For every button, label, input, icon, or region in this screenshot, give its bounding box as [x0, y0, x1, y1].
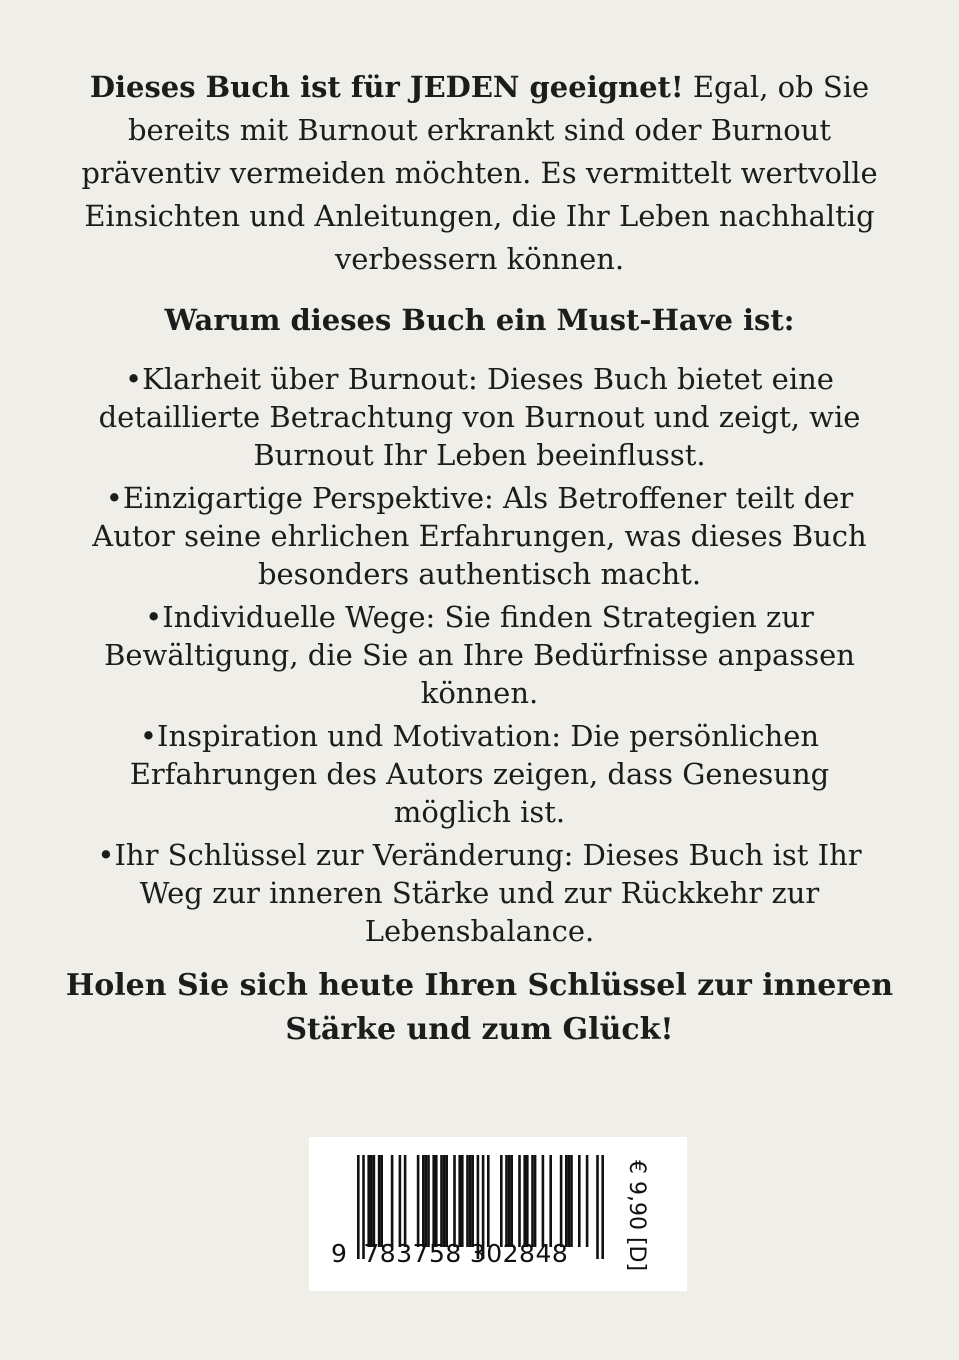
intro-paragraph — [58, 66, 901, 281]
barcode-bar — [570, 1155, 573, 1247]
barcode-bar — [422, 1155, 425, 1247]
bullet-marker: • — [125, 362, 143, 396]
barcode-bar — [505, 1155, 508, 1247]
barcode-bar — [461, 1155, 464, 1247]
bullet-item — [80, 479, 879, 593]
barcode-bar — [542, 1155, 545, 1247]
bullet-marker: • — [105, 481, 123, 515]
closing-call-to-action: Holen Sie sich heute Ihren Schlüssel zur inneren Stärke und zum Glück! — [65, 968, 894, 1047]
bullet-marker: • — [97, 838, 115, 872]
barcode-bar — [568, 1155, 571, 1247]
bullet-text: Individuelle Wege: Sie finden Strategien zur Bewältigung, die Sie an Ihre Bedürfnisse anpassen können. — [104, 600, 855, 710]
barcode-bar — [469, 1155, 472, 1247]
barcode-bar — [399, 1155, 402, 1247]
barcode-bar — [518, 1155, 521, 1247]
bullet-text: Einzigartige Perspektive: Als Betroffener teilt der Autor seine ehrlichen Erfahrungen, was dieses Buch besonders authentisch macht. — [92, 481, 867, 591]
price-text: € 9,90 [D] — [624, 1160, 649, 1272]
intro-bold-lead: Dieses Buch ist für JEDEN geeignet! — [89, 70, 684, 104]
barcode-bar — [565, 1155, 568, 1247]
barcode-bar — [549, 1155, 552, 1247]
bullet-item — [80, 836, 879, 950]
intro-text: Egal, ob Sie bereits mit Burnout erkrankt sind oder Burnout präventiv vermeiden möchten. Es vermittelt wertvolle Einsichten und Anleitungen, die Ihr Leben nachhaltig verbessern können. — [81, 70, 878, 276]
price-label — [613, 1160, 663, 1280]
barcode-bar — [523, 1155, 526, 1247]
isbn-right-group: 302848 — [469, 1239, 569, 1268]
barcode-bar — [531, 1155, 534, 1247]
barcode-bar — [443, 1155, 446, 1247]
barcode-bar — [453, 1155, 456, 1247]
barcode-bar — [578, 1155, 581, 1247]
barcode-bar — [445, 1155, 448, 1247]
barcode-bar — [425, 1155, 428, 1247]
bullet-text: Klarheit über Burnout: Dieses Buch bietet eine detaillierte Betrachtung von Burnout und zeigt, wie Burnout Ihr Leben beeinflusst. — [98, 362, 861, 472]
barcode-bar — [466, 1155, 469, 1247]
barcode-bar — [458, 1155, 461, 1247]
barcode-bar — [500, 1155, 503, 1247]
barcode-bar — [560, 1155, 563, 1247]
barcode-bar — [440, 1155, 443, 1247]
barcode-bar — [508, 1155, 511, 1247]
barcode-bar — [432, 1155, 435, 1247]
barcode-bar — [417, 1155, 420, 1247]
bullet-item — [80, 717, 879, 831]
bullet-marker: • — [139, 719, 158, 753]
barcode-bar — [380, 1155, 383, 1247]
bullet-item — [80, 360, 879, 474]
barcode-bar — [404, 1155, 407, 1247]
barcode-bar — [391, 1155, 394, 1247]
bullet-text: Inspiration und Motivation: Die persönlichen Erfahrungen des Autors zeigen, dass Genesung möglich ist. — [129, 719, 830, 829]
barcode-bar — [378, 1155, 381, 1247]
barcode-bar — [367, 1155, 370, 1247]
barcode-bar — [534, 1155, 537, 1247]
bullet-text: Ihr Schlüssel zur Veränderung: Dieses Buch ist Ihr Weg zur inneren Stärke und zur Rückkehr zur Lebensbalance. — [114, 838, 862, 948]
barcode-bar — [471, 1155, 474, 1247]
isbn-left-group: 783758 — [363, 1239, 462, 1268]
barcode-bar — [596, 1155, 599, 1259]
isbn-digits — [331, 1240, 568, 1268]
barcode-bar — [526, 1155, 529, 1247]
barcode-bar — [601, 1155, 604, 1259]
section-heading: Warum dieses Buch ein Must-Have ist: — [164, 303, 795, 337]
barcode-bar — [510, 1155, 513, 1247]
barcode-bar — [487, 1155, 490, 1247]
barcode-bar — [370, 1155, 373, 1247]
barcode-bar — [427, 1155, 430, 1247]
bullet-marker: • — [145, 600, 163, 634]
barcode-bar — [435, 1155, 438, 1247]
barcode-bar — [586, 1155, 589, 1247]
isbn-first-digit: 9 — [331, 1239, 348, 1268]
barcode-bar — [373, 1155, 376, 1247]
bullet-list — [80, 360, 879, 955]
bullet-item — [80, 598, 879, 712]
